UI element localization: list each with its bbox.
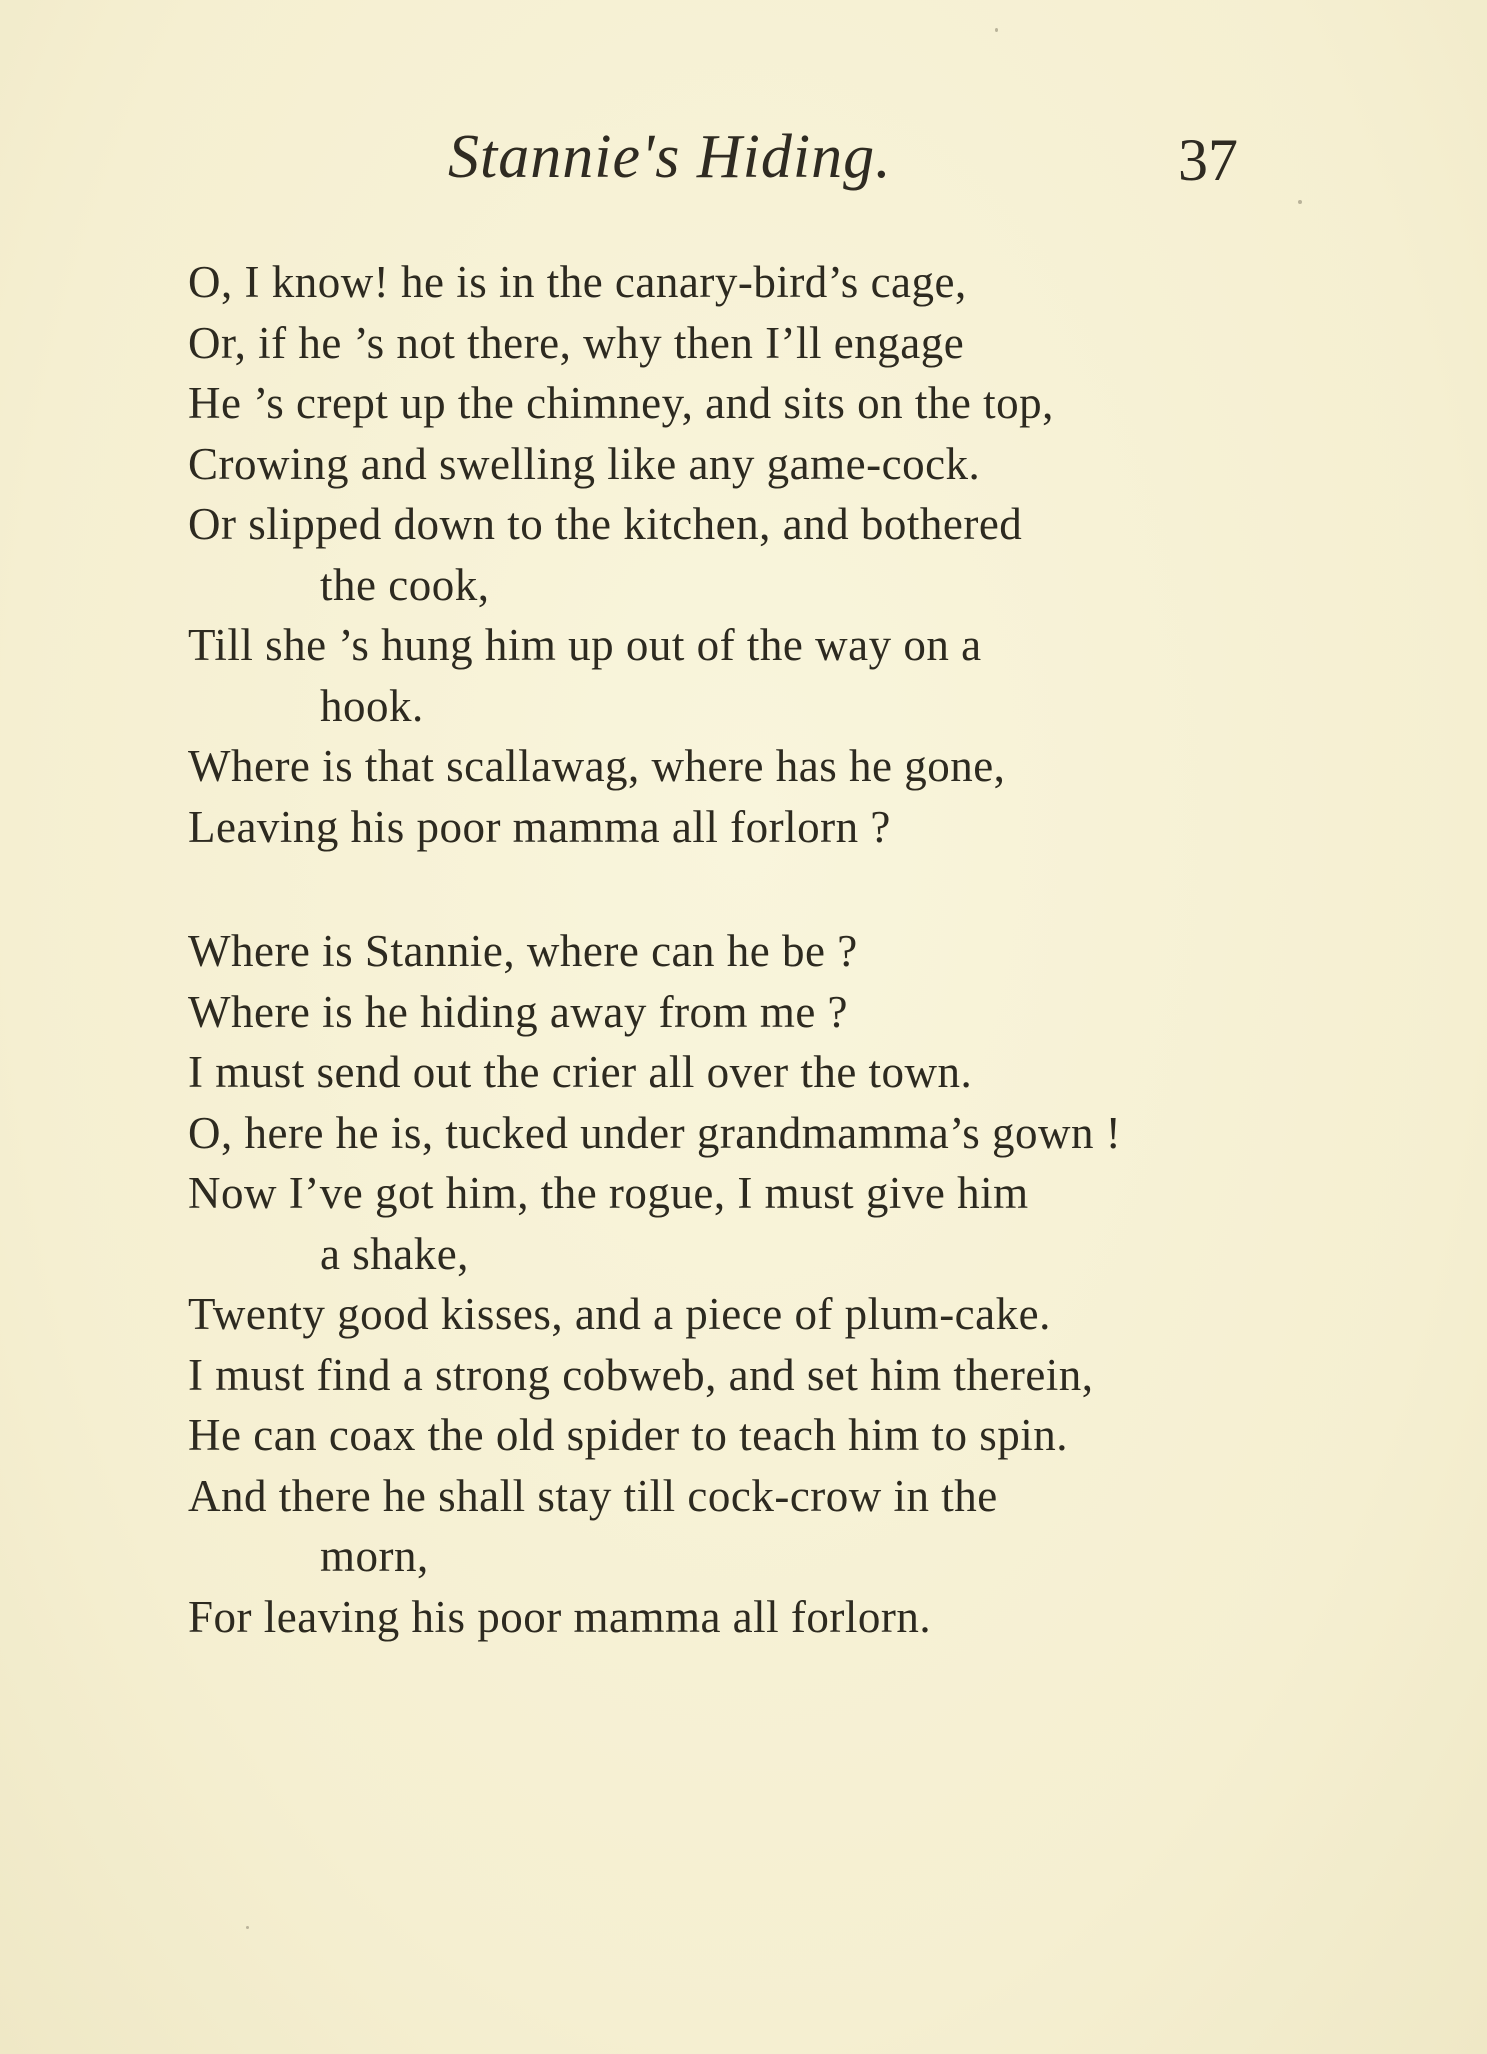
- poem-line: Where is that scallawag, where has he gone,: [188, 741, 1006, 791]
- poem-line: Leaving his poor mamma all forlorn ?: [188, 801, 891, 852]
- poem-line: I must send out the crier all over the town.: [188, 1047, 973, 1097]
- paper-speck: [995, 28, 998, 32]
- poem-line-continuation: a shake,: [320, 1228, 469, 1279]
- poem-line: O, here he is, tucked under grandmamma’s gown !: [188, 1107, 1122, 1158]
- poem-line: Crowing and swelling like any game-cock.: [188, 438, 981, 489]
- page-header: [0, 112, 1487, 222]
- poem-line: For leaving his poor mamma all forlorn.: [188, 1591, 932, 1642]
- poem-line: And there he shall stay till cock-crow in the: [188, 1470, 998, 1521]
- paper-speck: [246, 1926, 249, 1929]
- poem-line: Now I’ve got him, the rogue, I must give him: [188, 1168, 1029, 1218]
- poem-line: Twenty good kisses, and a piece of plum-cake.: [188, 1289, 1051, 1339]
- poem-line: Till she ’s hung him up out of the way on a: [188, 620, 982, 670]
- poem-line-continuation: hook.: [320, 680, 424, 731]
- page-number: 37: [1178, 127, 1238, 193]
- poem-line: O, I know! he is in the canary-bird’s cage,: [188, 257, 967, 307]
- poem-line: He can coax the old spider to teach him to spin.: [188, 1410, 1069, 1460]
- poem-line: Or slipped down to the kitchen, and bothered: [188, 499, 1023, 549]
- poem-line: Or, if he ’s not there, why then I’ll engage: [188, 317, 965, 368]
- poem-line: Where is Stannie, where can he be ?: [188, 926, 858, 976]
- stanza-2: [188, 921, 1318, 1647]
- poem-line: He ’s crept up the chimney, and sits on the top,: [188, 378, 1054, 428]
- poem-line-continuation: morn,: [320, 1531, 429, 1581]
- poem-line: Where is he hiding away from me ?: [188, 986, 849, 1037]
- stanza-1: [188, 252, 1318, 857]
- stanza-break: [188, 857, 1318, 921]
- poem-body: [188, 252, 1318, 1647]
- poem-line: I must find a strong cobweb, and set him therein,: [188, 1349, 1094, 1400]
- poem-line-continuation: the cook,: [320, 559, 490, 610]
- running-title: Stannie's Hiding.: [448, 123, 892, 191]
